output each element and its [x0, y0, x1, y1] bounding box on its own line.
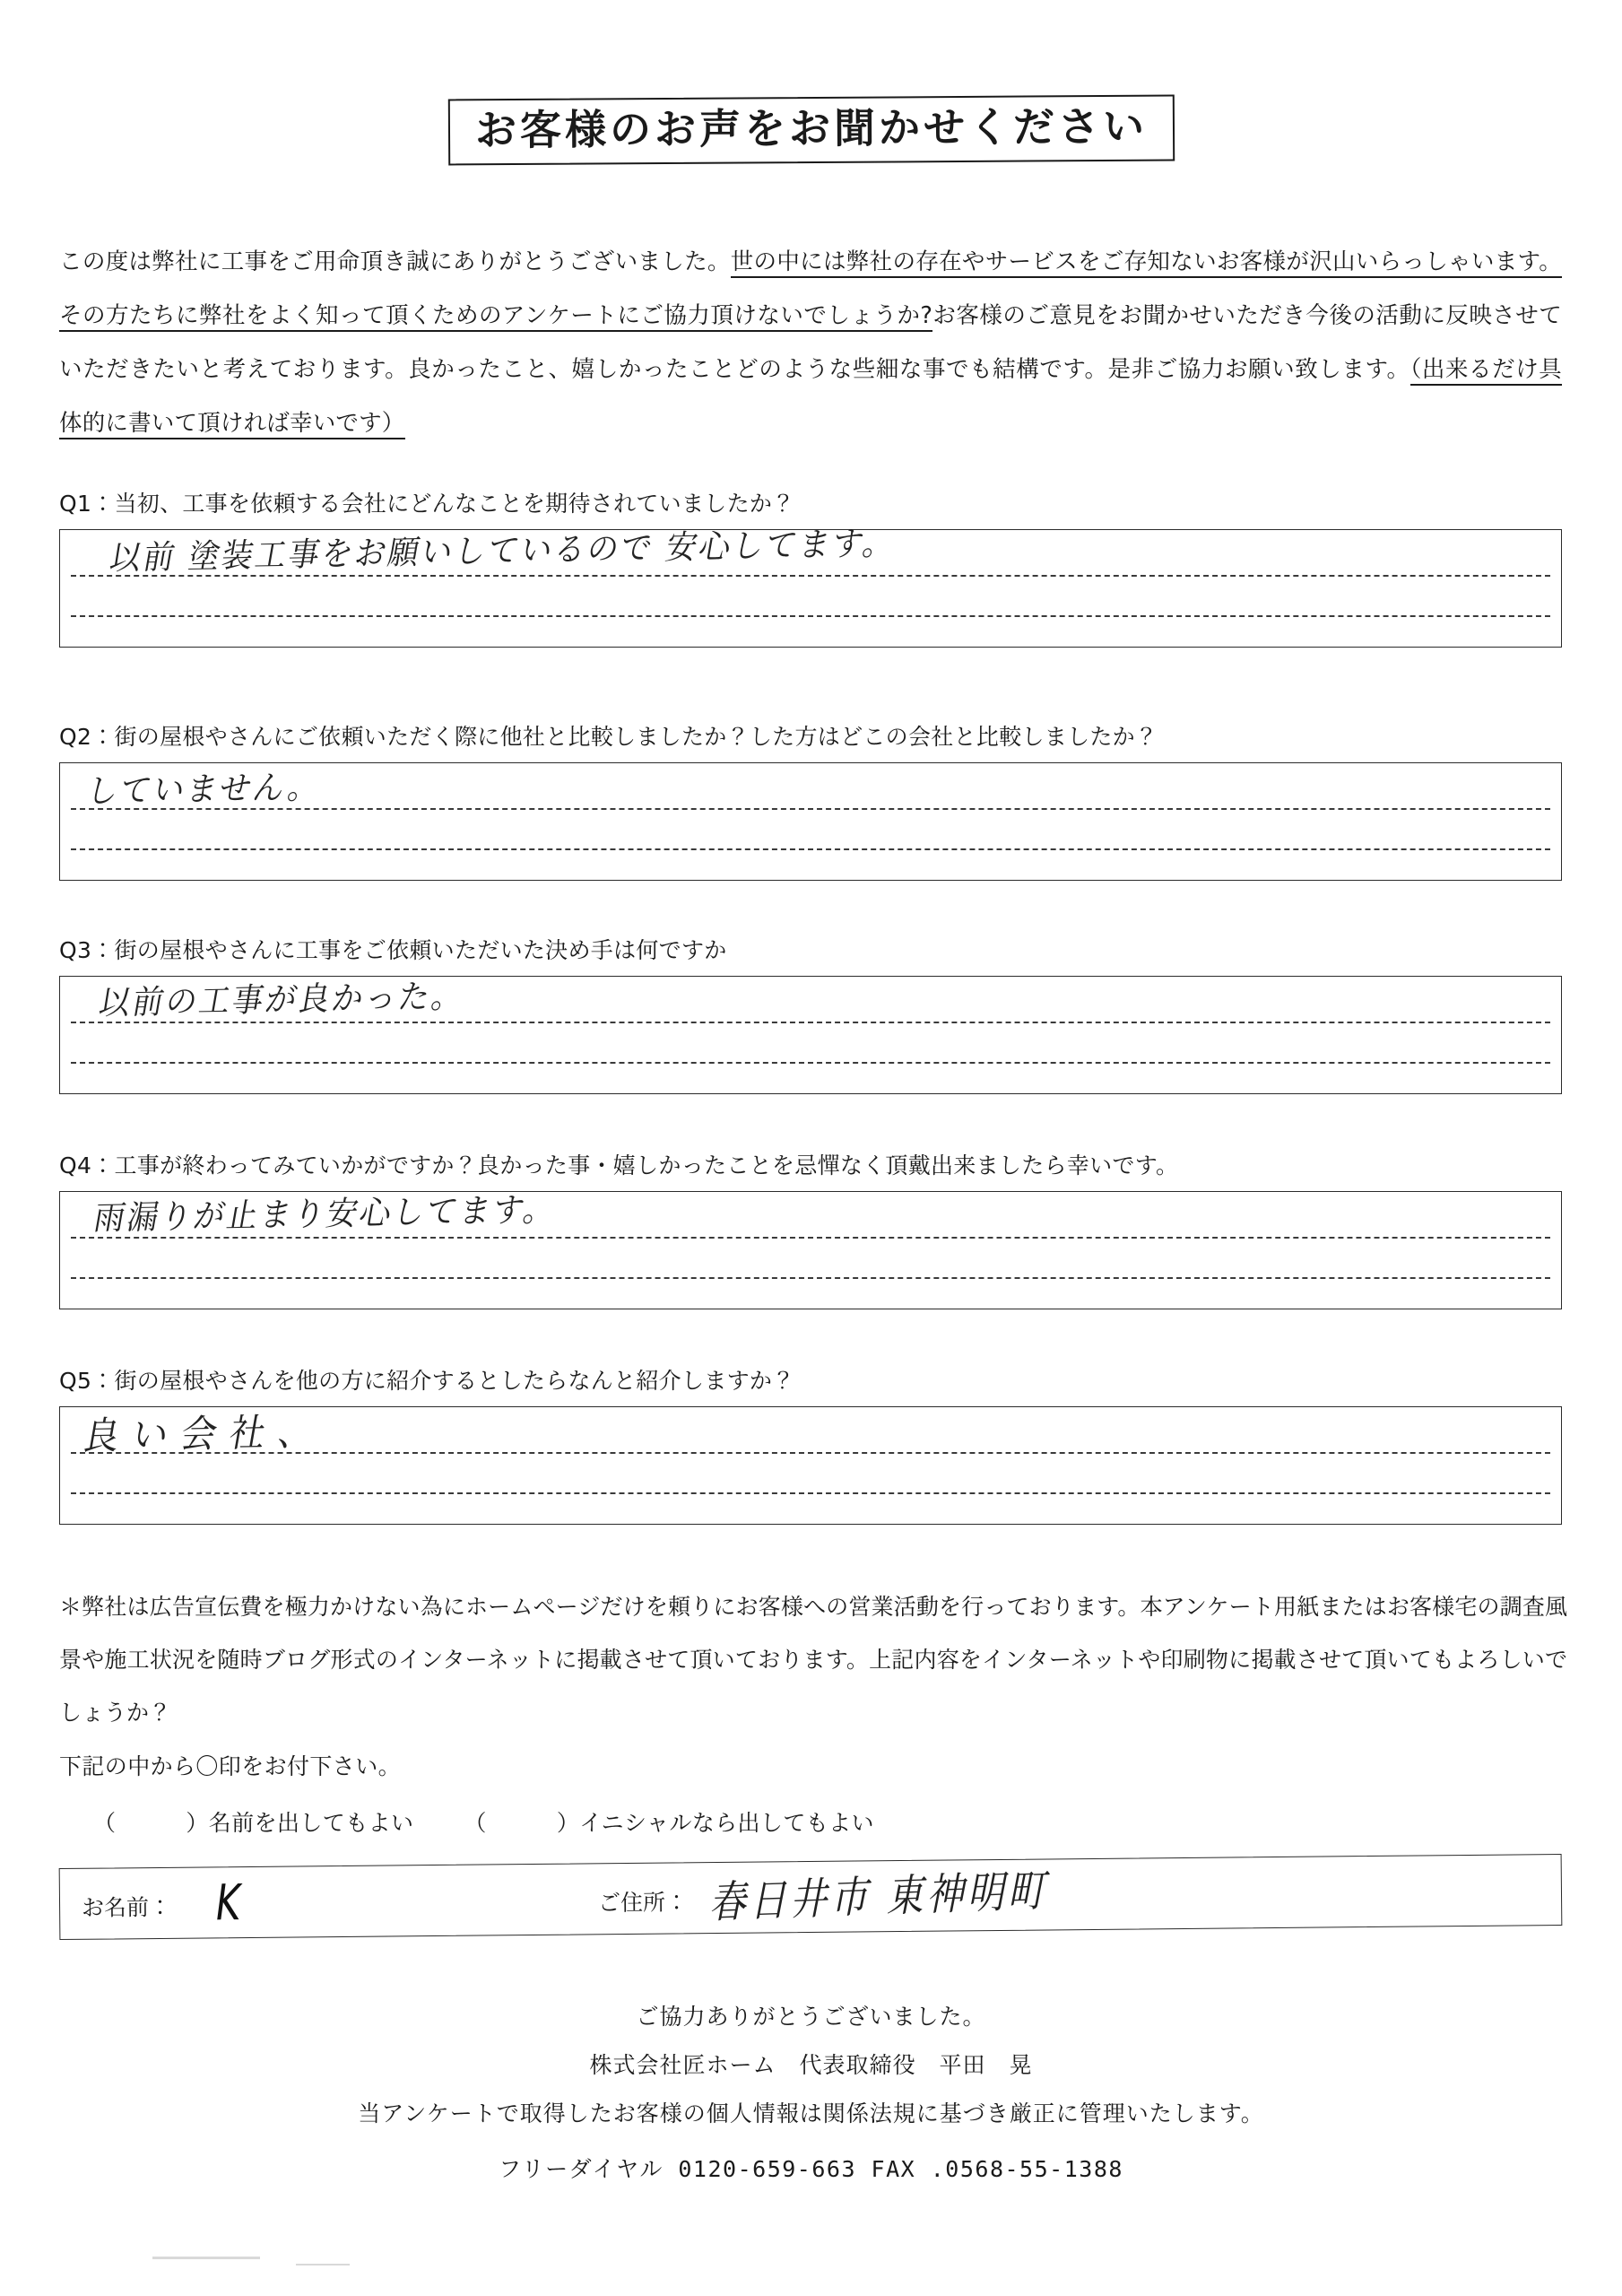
consent-option-2-checkbox[interactable]: [464, 1810, 874, 1836]
paren-open-2: （: [464, 1810, 487, 1836]
handwritten-answer-q4: 雨漏りが止まり安心してます。: [91, 1189, 561, 1238]
consent-instruction: [59, 1749, 401, 1781]
address-field-value[interactable]: 春日井市 東神明町: [707, 1866, 1056, 1929]
answer-box-q5[interactable]: [59, 1406, 1562, 1525]
footer-privacy: 当アンケートで取得したお客様の個人情報は関係法規に基づき厳正に管理いたします。: [358, 2100, 1264, 2126]
question-label-q2: Q2：街の屋根やさんにご依頼いただく際に他社と比較しましたか？した方はどこの会社と比較しましたか？: [59, 724, 1158, 750]
paren-open-1: （: [93, 1810, 117, 1836]
respondent-row: [59, 1854, 1563, 1940]
title-text: お客様のお声をお聞かせください: [474, 101, 1148, 155]
name-label: お名前：: [81, 1893, 172, 1921]
question-block-q2: [59, 722, 1562, 881]
consent-instruction-text: 下記の中から〇印をお付下さい。: [59, 1753, 402, 1779]
scan-artifact: [296, 2264, 350, 2266]
answer-rule: [71, 1062, 1550, 1064]
question-label-q1: Q1：当初、工事を依頼する会社にどんなことを期待されていましたか？: [59, 491, 795, 517]
publication-consent-text: [59, 1580, 1567, 1739]
disclaimer-body: ＊弊社は広告宣伝費を極力かけない為にホームページだけを頼りにお客様への営業活動を行っております。本アンケート用紙またはお客様宅の調査風景や施工状況を随時ブログ形式のインターネットに掲載させて頂いております。上記内容をインターネットや印刷物に掲載させて頂いてもよろしいでしょうか？: [59, 1594, 1567, 1726]
footer-thanks: ご協力ありがとうございました。: [636, 2004, 986, 2030]
question-label-q4: Q4：工事が終わってみていかがですか？良かった事・嬉しかったことを忌憚なく頂戴出来ましたら幸いです。: [59, 1152, 1179, 1178]
question-block-q1: [59, 489, 1562, 648]
footer: [0, 1993, 1622, 2194]
answer-box-q3[interactable]: [59, 976, 1562, 1094]
consent-option-1-label: ）名前を出してもよい: [186, 1810, 414, 1836]
answer-rule: [71, 848, 1550, 850]
question-label-q5: Q5：街の屋根やさんを他の方に紹介するとしたらなんと紹介しますか？: [59, 1368, 795, 1394]
title-box: [447, 95, 1174, 166]
page-title: [0, 97, 1622, 163]
handwritten-answer-q5: 良い会社、: [80, 1409, 332, 1458]
handwritten-answer-q1: 以前 塗装工事をお願いしているので 安心してます。: [107, 523, 900, 578]
scan-artifact: [152, 2257, 260, 2259]
address-label: ご住所：: [597, 1889, 689, 1917]
answer-rule: [71, 1277, 1550, 1279]
consent-option-1-checkbox[interactable]: [93, 1810, 413, 1836]
intro-paragraph: [59, 235, 1562, 450]
consent-options: [93, 1805, 874, 1838]
answer-rule: [71, 1492, 1550, 1494]
handwritten-answer-q2: していません。: [83, 767, 325, 811]
question-block-q4: [59, 1151, 1562, 1309]
answer-rule: [71, 1022, 1550, 1023]
footer-contact: フリーダイヤル 0120-659-663 FAX .0568-55-1388: [499, 2156, 1123, 2182]
question-label-q3: Q3：街の屋根やさんに工事をご依頼いただいた決め手は何ですか: [59, 937, 727, 963]
consent-option-2-label: ）イニシャルなら出してもよい: [556, 1810, 874, 1836]
intro-segment-1: この度は弊社に工事をご用命頂き誠にありがとうございました。: [59, 248, 731, 275]
question-block-q5: [59, 1366, 1562, 1525]
handwritten-answer-q3: 以前の工事が良かった。: [96, 976, 469, 1022]
answer-rule: [71, 615, 1550, 617]
answer-box-q2[interactable]: [59, 762, 1562, 881]
question-block-q3: [59, 935, 1562, 1094]
intro-segment-3: お客様のご意見をお聞かせいただき今後の活動に反映させていただきたいと考えております。良かったこと、嬉しかったことどのような些細な事でも結構です。是非ご協力お願い致します。: [59, 302, 1563, 383]
answer-box-q1[interactable]: [59, 523, 1562, 648]
footer-company: 株式会社匠ホーム 代表取締役 平田 晃: [589, 2052, 1033, 2078]
name-field-value[interactable]: K: [212, 1874, 245, 1933]
answer-rule: [71, 1237, 1550, 1239]
intro-segment-2-underlined: 世の中には弊社の存在やサービスをご存知ないお客様が沢山いらっしゃいます。その方たちに弊社をよく知って頂くためのアンケートにご協力頂けないでしょうか?: [59, 248, 1562, 332]
answer-box-q4[interactable]: [59, 1191, 1562, 1309]
intro-segment-4-underlined: （出来るだけ具体的に書いて頂ければ幸いです）: [59, 356, 1562, 439]
